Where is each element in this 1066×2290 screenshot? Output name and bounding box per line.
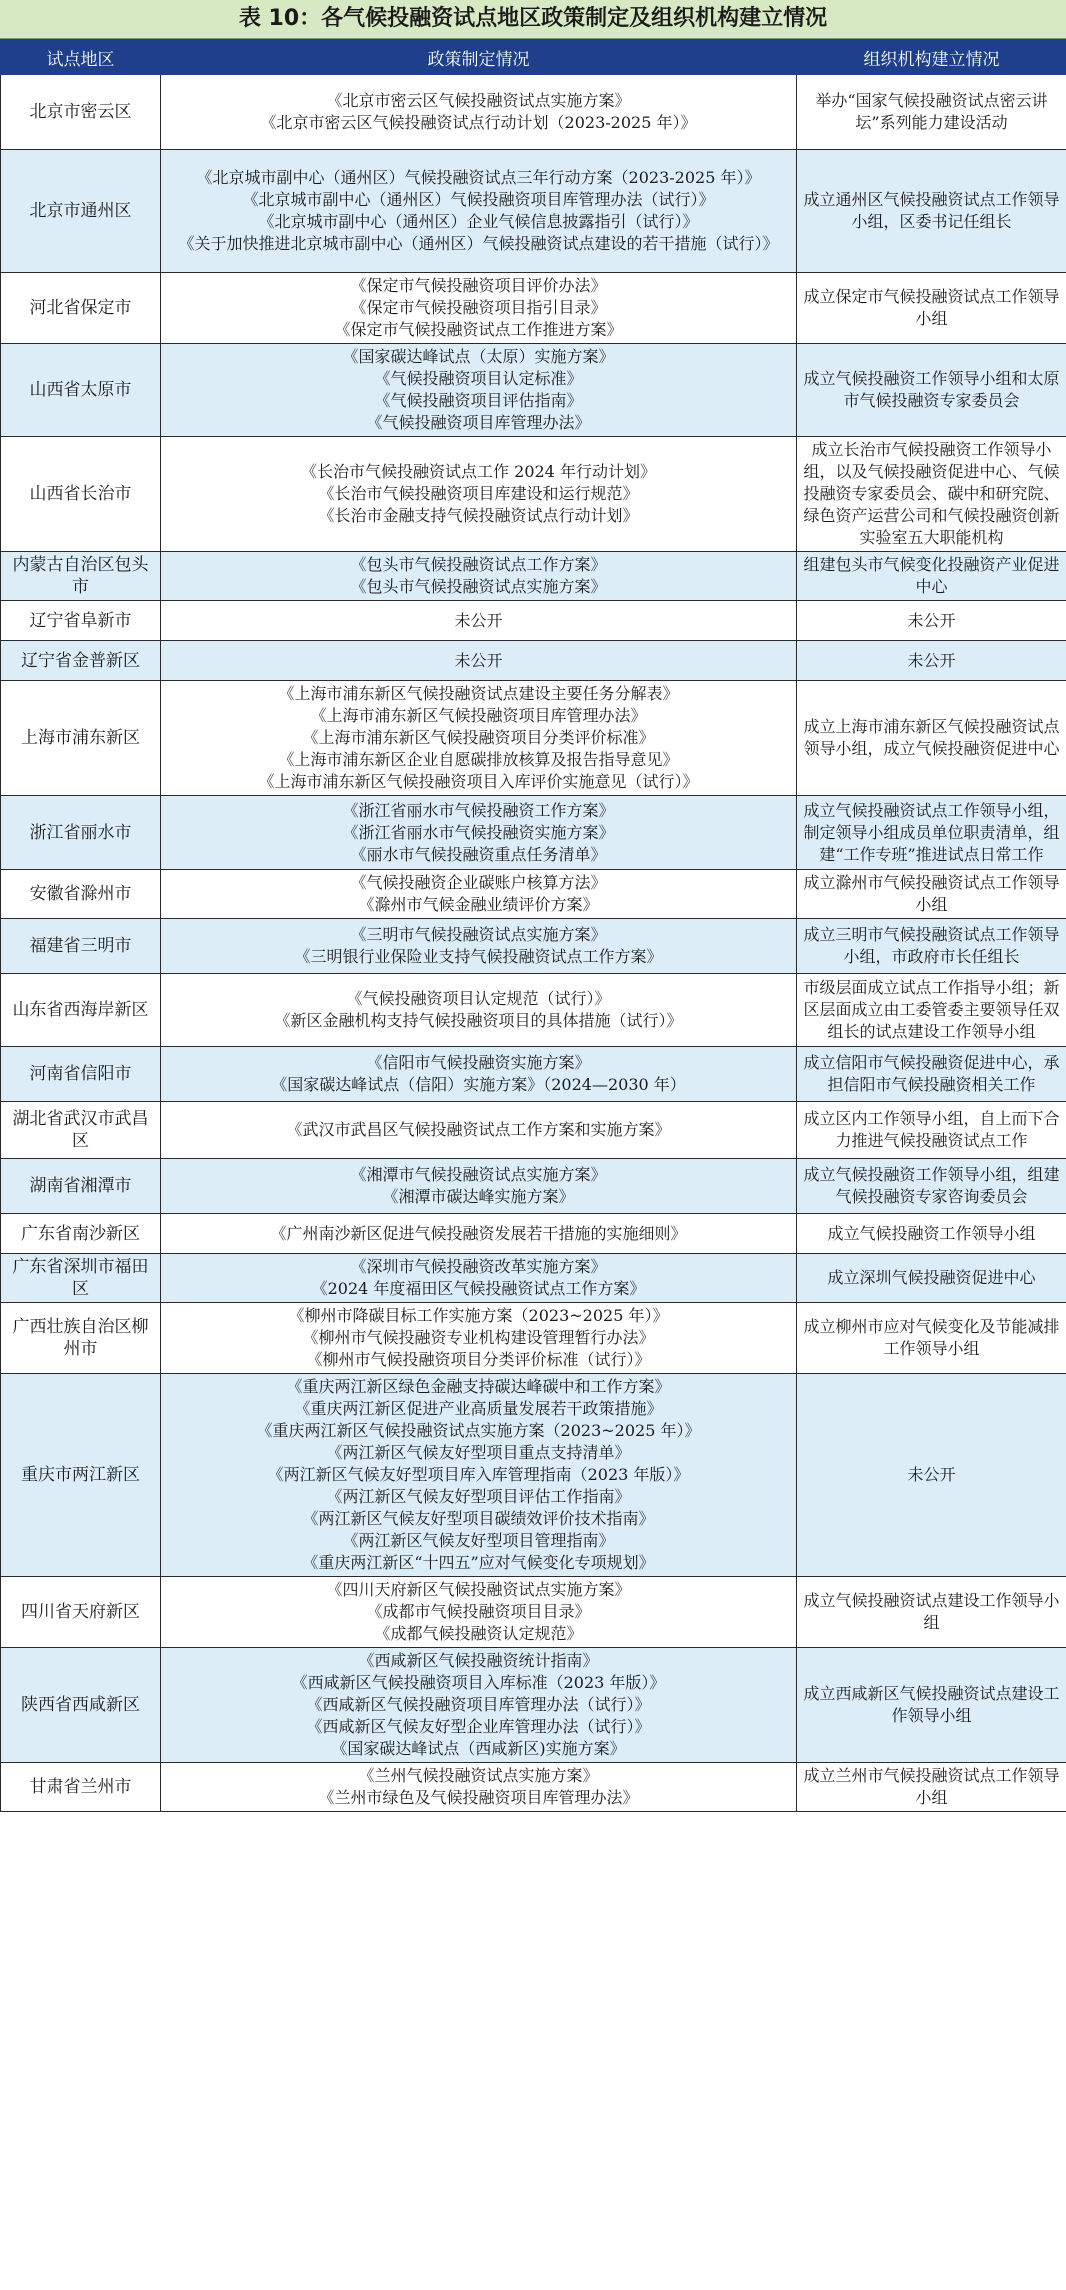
region-cell: 上海市浦东新区 [1,681,161,796]
org-cell: 成立兰州市气候投融资试点工作领导小组 [797,1763,1066,1812]
table-row [1,273,1066,344]
table-row [1,601,1066,641]
region-cell: 甘肃省兰州市 [1,1763,161,1812]
org-cell: 成立保定市气候投融资试点工作领导小组 [797,273,1066,344]
org-cell: 成立三明市气候投融资试点工作领导小组，市政府市长任组长 [797,919,1066,974]
org-cell: 未公开 [797,601,1066,641]
policies-cell: 《武汉市武昌区气候投融资试点工作方案和实施方案》 [161,1102,797,1159]
table-row [1,1102,1066,1159]
region-cell: 福建省三明市 [1,919,161,974]
table-row [1,1214,1066,1254]
column-header-org: 组织机构建立情况 [797,40,1066,75]
region-cell: 湖北省武汉市武昌区 [1,1102,161,1159]
table-row [1,919,1066,974]
page-title: 表 10：各气候投融资试点地区政策制定及组织机构建立情况 [0,0,1066,39]
region-cell: 山东省西海岸新区 [1,974,161,1047]
policies-cell: 未公开 [161,601,797,641]
region-cell: 辽宁省阜新市 [1,601,161,641]
table-row [1,796,1066,870]
table-row [1,437,1066,552]
org-cell: 市级层面成立试点工作指导小组；新区层面成立由工委管委主要领导任双组长的试点建设工作领导小组 [797,974,1066,1047]
policies-cell: 《深圳市气候投融资改革实施方案》 《2024 年度福田区气候投融资试点工作方案》 [161,1254,797,1303]
policies-cell: 《气候投融资项目认定规范（试行）》 《新区金融机构支持气候投融资项目的具体措施（试行）》 [161,974,797,1047]
org-cell: 成立气候投融资试点建设工作领导小组 [797,1577,1066,1648]
policies-cell: 《长治市气候投融资试点工作 2024 年行动计划》 《长治市气候投融资项目库建设和运行规范》 《长治市金融支持气候投融资试点行动计划》 [161,437,797,552]
region-cell: 安徽省滁州市 [1,870,161,919]
org-cell: 成立气候投融资工作领导小组 [797,1214,1066,1254]
table-row [1,1374,1066,1577]
policies-cell: 《国家碳达峰试点（太原）实施方案》 《气候投融资项目认定标准》 《气候投融资项目评估指南》 《气候投融资项目库管理办法》 [161,344,797,437]
region-cell: 山西省太原市 [1,344,161,437]
policies-cell: 《西咸新区气候投融资统计指南》 《西咸新区气候投融资项目入库标准（2023 年版）》 《西咸新区气候投融资项目库管理办法（试行）》 《西咸新区气候友好型企业库管理办法（试行）》 《国家碳达峰试点（西咸新区)实施方案》 [161,1648,797,1763]
policies-cell: 《北京市密云区气候投融资试点实施方案》 《北京市密云区气候投融资试点行动计划（2023-2025 年）》 [161,75,797,150]
org-cell: 成立上海市浦东新区气候投融资试点领导小组，成立气候投融资促进中心 [797,681,1066,796]
column-header-region: 试点地区 [1,40,161,75]
org-cell: 成立气候投融资工作领导小组和太原市气候投融资专家委员会 [797,344,1066,437]
policies-cell: 《包头市气候投融资试点工作方案》 《包头市气候投融资试点实施方案》 [161,552,797,601]
org-cell: 成立长治市气候投融资工作领导小组，以及气候投融资促进中心、气候投融资专家委员会、碳中和研究院、绿色资产运营公司和气候投融资创新实验室五大职能机构 [797,437,1066,552]
org-cell: 成立柳州市应对气候变化及节能减排工作领导小组 [797,1303,1066,1374]
policies-cell: 《广州南沙新区促进气候投融资发展若干措施的实施细则》 [161,1214,797,1254]
region-cell: 浙江省丽水市 [1,796,161,870]
policies-cell: 《柳州市降碳目标工作实施方案（2023~2025 年）》 《柳州市气候投融资专业机构建设管理暂行办法》 《柳州市气候投融资项目分类评价标准（试行）》 [161,1303,797,1374]
table-row [1,641,1066,681]
org-cell: 组建包头市气候变化投融资产业促进中心 [797,552,1066,601]
org-cell: 未公开 [797,641,1066,681]
region-cell: 湖南省湘潭市 [1,1159,161,1214]
org-cell: 成立区内工作领导小组，自上而下合力推进气候投融资试点工作 [797,1102,1066,1159]
table-row [1,1577,1066,1648]
policies-cell: 《北京城市副中心（通州区）气候投融资试点三年行动方案（2023-2025 年）》 《北京城市副中心（通州区）气候投融资项目库管理办法（试行）》 《北京城市副中心（通州区）企业气候信息披露指引（试行）》 《关于加快推进北京城市副中心（通州区）气候投融资试点建设的若干措施（试行）》 [161,150,797,273]
org-cell: 举办“国家气候投融资试点密云讲坛”系列能力建设活动 [797,75,1066,150]
region-cell: 北京市密云区 [1,75,161,150]
table-row [1,1648,1066,1763]
policies-cell: 《重庆两江新区绿色金融支持碳达峰碳中和工作方案》 《重庆两江新区促进产业高质量发展若干政策措施》 《重庆两江新区气候投融资试点实施方案（2023~2025 年）》 《两江新区气候友好型项目重点支持清单》 《两江新区气候友好型项目库入库管理指南（2023 年版）》 《两江新区气候友好型项目评估工作指南》 《两江新区气候友好型项目碳绩效评价技术指南》 《两江新区气候友好型项目管理指南》 《重庆两江新区“十四五”应对气候变化专项规划》 [161,1374,797,1577]
table-row [1,552,1066,601]
region-cell: 广东省深圳市福田区 [1,1254,161,1303]
region-cell: 陕西省西咸新区 [1,1648,161,1763]
region-cell: 广东省南沙新区 [1,1214,161,1254]
policies-cell: 《信阳市气候投融资实施方案》 《国家碳达峰试点（信阳）实施方案》（2024—2030 年） [161,1047,797,1102]
table-row [1,681,1066,796]
table-row [1,1254,1066,1303]
pilot-table [0,39,1066,1812]
region-cell: 重庆市两江新区 [1,1374,161,1577]
region-cell: 河北省保定市 [1,273,161,344]
region-cell: 辽宁省金普新区 [1,641,161,681]
column-header-policies: 政策制定情况 [161,40,797,75]
table-row [1,870,1066,919]
table-row [1,1047,1066,1102]
policies-cell: 《上海市浦东新区气候投融资试点建设主要任务分解表》 《上海市浦东新区气候投融资项目库管理办法》 《上海市浦东新区气候投融资项目分类评价标准》 《上海市浦东新区企业自愿碳排放核算及报告指导意见》 《上海市浦东新区气候投融资项目入库评价实施意见（试行）》 [161,681,797,796]
policies-cell: 《三明市气候投融资试点实施方案》 《三明银行业保险业支持气候投融资试点工作方案》 [161,919,797,974]
policies-cell: 《保定市气候投融资项目评价办法》 《保定市气候投融资项目指引目录》 《保定市气候投融资试点工作推进方案》 [161,273,797,344]
table-row [1,75,1066,150]
org-cell: 成立气候投融资试点工作领导小组，制定领导小组成员单位职责清单，组建“工作专班”推进试点日常工作 [797,796,1066,870]
table-row [1,150,1066,273]
org-cell: 成立深圳气候投融资促进中心 [797,1254,1066,1303]
policies-cell: 《气候投融资企业碳账户核算方法》 《滁州市气候金融业绩评价方案》 [161,870,797,919]
region-cell: 内蒙古自治区包头市 [1,552,161,601]
table-row [1,1159,1066,1214]
org-cell: 成立西咸新区气候投融资试点建设工作领导小组 [797,1648,1066,1763]
table-row [1,974,1066,1047]
region-cell: 河南省信阳市 [1,1047,161,1102]
region-cell: 四川省天府新区 [1,1577,161,1648]
policies-cell: 《四川天府新区气候投融资试点实施方案》 《成都市气候投融资项目目录》 《成都气候投融资认定规范》 [161,1577,797,1648]
org-cell: 成立通州区气候投融资试点工作领导小组，区委书记任组长 [797,150,1066,273]
policies-cell: 《兰州气候投融资试点实施方案》 《兰州市绿色及气候投融资项目库管理办法》 [161,1763,797,1812]
policies-cell: 未公开 [161,641,797,681]
policies-cell: 《浙江省丽水市气候投融资工作方案》 《浙江省丽水市气候投融资实施方案》 《丽水市气候投融资重点任务清单》 [161,796,797,870]
org-cell: 未公开 [797,1374,1066,1577]
org-cell: 成立信阳市气候投融资促进中心，承担信阳市气候投融资相关工作 [797,1047,1066,1102]
policies-cell: 《湘潭市气候投融资试点实施方案》 《湘潭市碳达峰实施方案》 [161,1159,797,1214]
region-cell: 北京市通州区 [1,150,161,273]
table-row [1,1303,1066,1374]
table-row [1,344,1066,437]
table-row [1,1763,1066,1812]
org-cell: 成立滁州市气候投融资试点工作领导小组 [797,870,1066,919]
region-cell: 山西省长治市 [1,437,161,552]
org-cell: 成立气候投融资工作领导小组，组建气候投融资专家咨询委员会 [797,1159,1066,1214]
table-header-row [1,40,1066,75]
region-cell: 广西壮族自治区柳州市 [1,1303,161,1374]
